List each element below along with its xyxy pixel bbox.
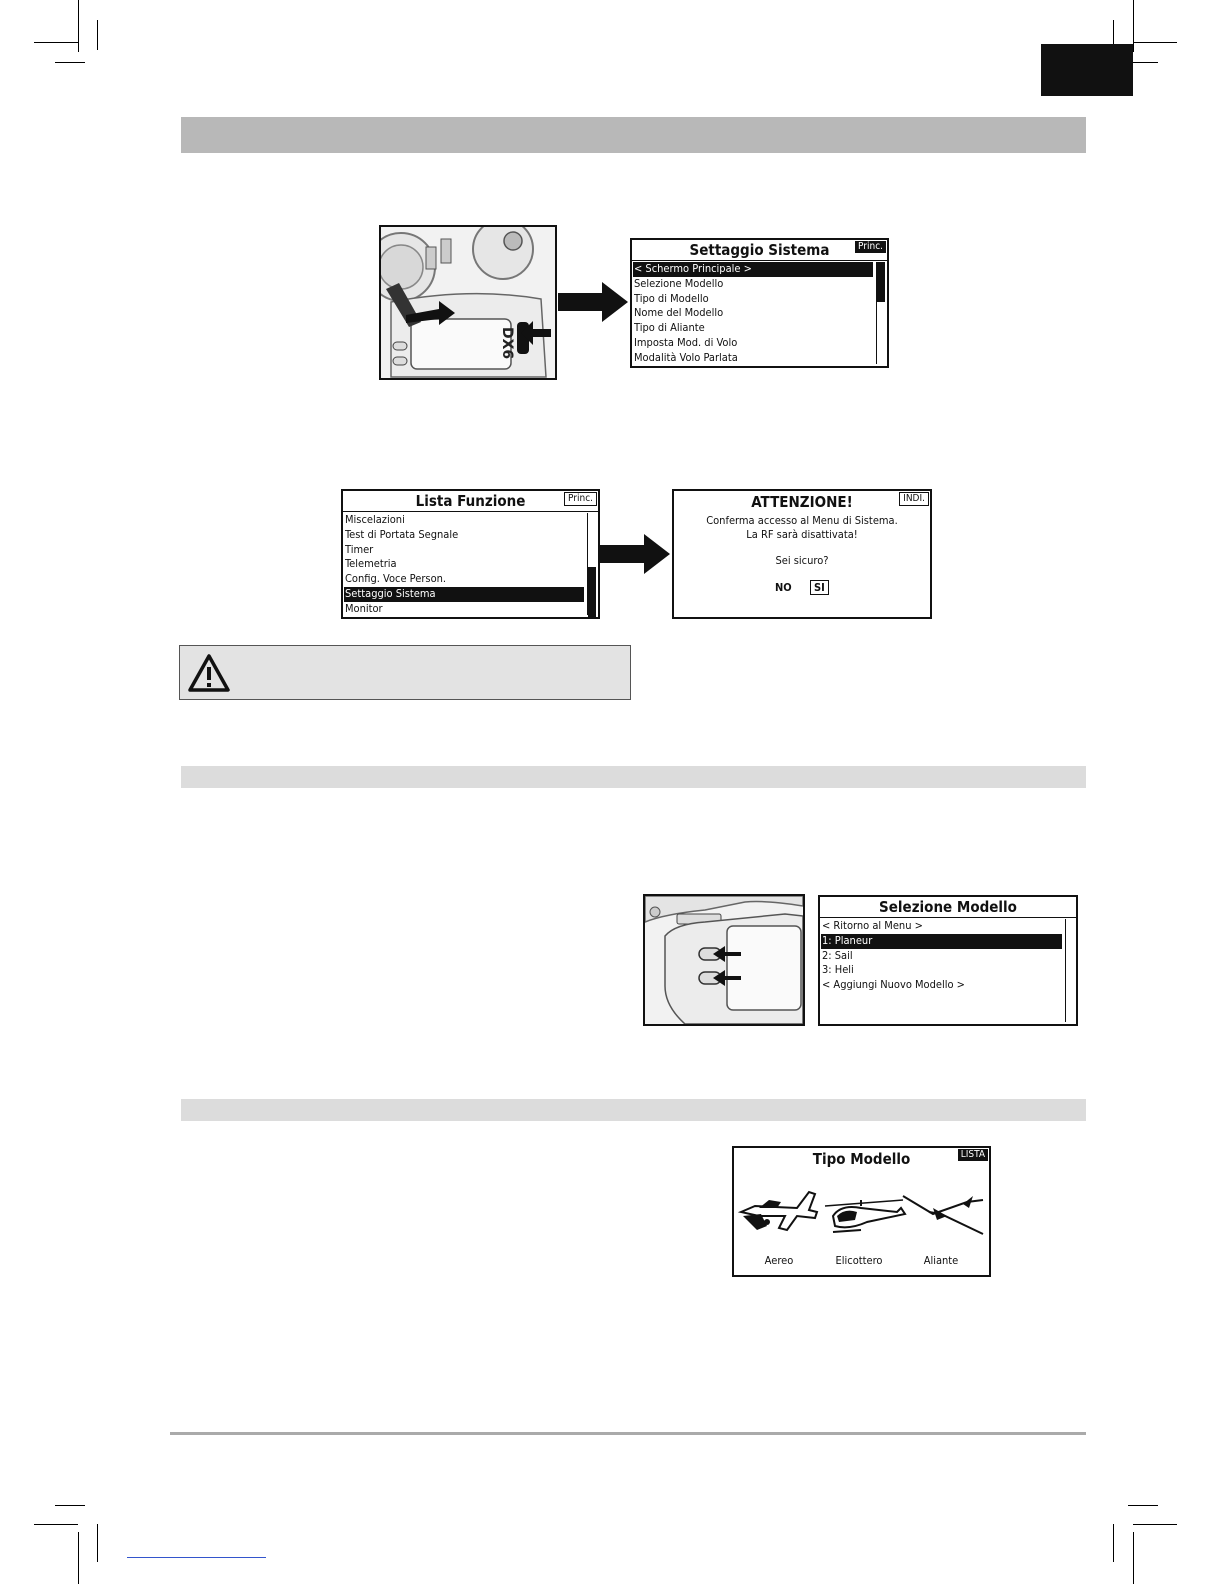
transmitter-photo	[379, 225, 557, 380]
menu-item[interactable]: Tipo di Modello	[634, 291, 709, 305]
function-list-screen	[341, 489, 600, 619]
menu-item[interactable]: Config. Voce Person.	[345, 572, 447, 586]
crop-mark	[34, 1524, 78, 1525]
crop-mark	[78, 0, 79, 52]
princ-tag[interactable]: Princ.	[855, 241, 886, 253]
transmitter-buttons-illustration	[645, 896, 803, 1024]
menu-item[interactable]: Modalità Volo Parlata	[634, 350, 738, 364]
screen-title: Settaggio Sistema	[632, 240, 887, 261]
crop-mark	[34, 42, 78, 43]
confirm-question: Sei sicuro?	[775, 554, 829, 567]
crop-mark	[1113, 1524, 1114, 1562]
princ-tag[interactable]: Princ.	[564, 492, 597, 506]
menu-item[interactable]: Telemetria	[345, 557, 397, 571]
crop-mark	[55, 1505, 85, 1506]
model-list-item[interactable]: < Ritorno al Menu >	[822, 919, 923, 932]
airplane-icon[interactable]	[741, 1192, 817, 1230]
model-list-item[interactable]: 2: Sail	[822, 948, 853, 962]
crop-mark	[78, 1532, 79, 1584]
scrollbar[interactable]	[587, 513, 596, 615]
crop-mark	[97, 20, 98, 50]
brand-label: DX6	[499, 327, 515, 360]
language-tab	[1041, 44, 1133, 96]
model-list	[821, 919, 1062, 993]
screen-title: ATTENZIONE!	[751, 493, 853, 511]
lista-tag[interactable]: LISTA	[958, 1149, 988, 1161]
warning-note-box	[179, 645, 631, 700]
model-type-illustrations	[737, 1186, 987, 1248]
screen-title: Tipo Modello	[812, 1150, 911, 1168]
footer-link-underline[interactable]	[127, 1557, 266, 1558]
warning-triangle-icon	[188, 654, 230, 692]
crop-mark	[1133, 1532, 1134, 1584]
footer-rule	[170, 1432, 1086, 1435]
menu-list	[633, 262, 873, 366]
scrollbar[interactable]	[1065, 919, 1074, 1022]
model-list-item[interactable]: < Aggiungi Nuovo Modello >	[822, 978, 965, 992]
crop-mark	[1133, 1524, 1177, 1525]
arrow-right-icon	[600, 534, 672, 574]
menu-item[interactable]: Miscelazioni	[345, 513, 405, 526]
option-glider[interactable]: Aliante	[923, 1254, 959, 1267]
crop-mark	[1128, 1505, 1158, 1506]
model-select-screen	[818, 895, 1078, 1026]
menu-item[interactable]: Selezione Modello	[634, 276, 724, 290]
menu-item[interactable]: Settaggio Sistema	[344, 587, 584, 602]
menu-item[interactable]: Test di Portata Segnale	[345, 527, 459, 541]
transmitter-detail-photo	[643, 894, 805, 1026]
option-airplane[interactable]: Aereo	[764, 1254, 794, 1267]
warning-screen	[672, 489, 932, 619]
subsection-header-band	[181, 766, 1086, 788]
screen-title: Selezione Modello	[820, 897, 1076, 918]
model-type-screen	[732, 1146, 991, 1277]
system-settings-screen	[630, 238, 889, 368]
warning-line: La RF sarà disattivata!	[746, 528, 858, 541]
menu-list	[344, 513, 584, 617]
section-header-band	[181, 117, 1086, 153]
arrow-right-icon	[558, 282, 630, 322]
menu-item[interactable]: Timer	[345, 542, 374, 556]
model-list-item[interactable]: 3: Heli	[822, 963, 854, 977]
crop-mark	[1133, 42, 1177, 43]
crop-mark	[1133, 0, 1134, 52]
scrollbar[interactable]	[876, 262, 885, 364]
crop-mark	[97, 1524, 98, 1562]
subsection-header-band	[181, 1099, 1086, 1121]
menu-item[interactable]: Imposta Mod. di Volo	[634, 335, 738, 349]
crop-mark	[55, 62, 85, 63]
menu-item[interactable]: < Schermo Principale >	[633, 262, 873, 277]
helicopter-icon[interactable]	[825, 1200, 905, 1232]
option-helicopter[interactable]: Elicottero	[835, 1254, 883, 1267]
no-button[interactable]: NO	[775, 581, 792, 594]
menu-item[interactable]: Nome del Modello	[634, 306, 724, 320]
transmitter-illustration	[381, 227, 555, 378]
model-list-item[interactable]: 1: Planeur	[821, 934, 1062, 949]
menu-item[interactable]: Monitor	[345, 601, 383, 615]
menu-item[interactable]: Tipo di Aliante	[634, 321, 705, 335]
yes-button[interactable]: SI	[810, 580, 829, 595]
glider-icon[interactable]	[903, 1196, 983, 1234]
warning-line: Conferma accesso al Menu di Sistema.	[706, 514, 898, 527]
indi-tag[interactable]: INDI.	[899, 492, 929, 506]
screen-title: Lista Funzione	[343, 491, 598, 512]
